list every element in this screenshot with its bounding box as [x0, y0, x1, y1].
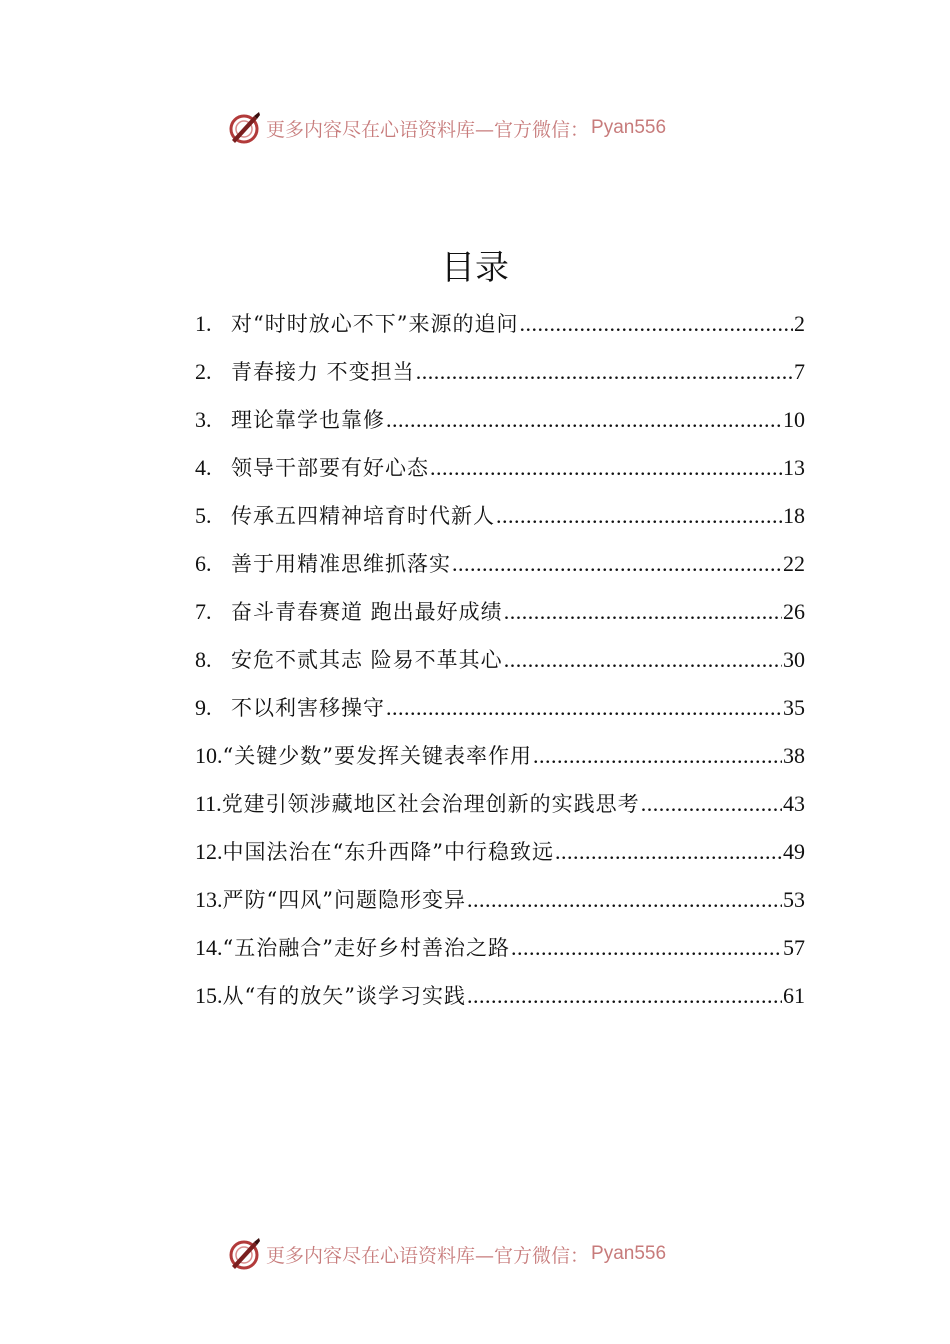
toc-page-number: 38	[783, 743, 805, 768]
watermark-text: 更多内容尽在心语资料库—官方微信：	[266, 118, 590, 141]
toc-dot-leader	[504, 636, 782, 684]
toc-title: 对“时时放心不下”来源的追问	[231, 312, 519, 336]
toc-dot-leader	[452, 540, 782, 588]
toc-dot-leader	[467, 876, 782, 924]
toc-dot-leader	[386, 684, 782, 732]
toc-entry-8[interactable]	[195, 636, 805, 684]
toc-page-number: 18	[783, 503, 805, 528]
toc-page-number: 10	[783, 407, 805, 432]
toc-title: 中国法治在“东升西降”中行稳致远	[222, 840, 554, 864]
toc-dot-leader	[641, 780, 782, 828]
toc-title: 党建引领涉藏地区社会治理创新的实践思考	[221, 792, 640, 816]
toc-number: 7.	[195, 599, 212, 624]
toc-dot-leader	[504, 588, 782, 636]
toc-dot-leader	[416, 348, 793, 396]
toc-title: 安危不贰其志 险易不革其心	[231, 648, 503, 672]
toc-entry-3[interactable]	[195, 396, 805, 444]
toc-entry-11[interactable]	[195, 780, 805, 828]
pen-circle-icon	[226, 110, 262, 146]
toc-dot-leader	[430, 444, 782, 492]
toc-number: 13.	[195, 887, 223, 912]
toc-number: 2.	[195, 359, 212, 384]
toc-title: 奋斗青春赛道 跑出最好成绩	[231, 600, 503, 624]
toc-title: 严防“四风”问题隐形变异	[222, 888, 466, 912]
toc-title: 领导干部要有好心态	[231, 456, 429, 480]
toc-title: 理论靠学也靠修	[231, 408, 385, 432]
toc-title: 不以利害移操守	[231, 696, 385, 720]
watermark-wechat-id: Pyan556	[591, 1243, 667, 1264]
watermark-banner-bottom	[226, 1236, 666, 1272]
toc-dot-leader	[496, 492, 782, 540]
toc-title: “五治融合”走好乡村善治之路	[222, 936, 510, 960]
toc-entry-4[interactable]	[195, 444, 805, 492]
toc-title: 善于用精准思维抓落实	[231, 552, 451, 576]
toc-entry-5[interactable]	[195, 492, 805, 540]
toc-number: 14.	[195, 935, 223, 960]
toc-page-number: 57	[783, 935, 805, 960]
toc-page-number: 22	[783, 551, 805, 576]
toc-number: 12.	[195, 839, 223, 864]
toc-number: 4.	[195, 455, 212, 480]
toc-entry-10[interactable]	[195, 732, 805, 780]
toc-page-number: 7	[794, 359, 805, 384]
toc-page-number: 49	[783, 839, 805, 864]
page-title: 目录	[441, 248, 509, 288]
toc-dot-leader	[519, 300, 793, 348]
toc-page-number: 61	[783, 983, 805, 1008]
toc-dot-leader	[386, 396, 782, 444]
pen-circle-icon	[226, 1236, 262, 1272]
toc-number: 11.	[195, 791, 222, 816]
toc-page-number: 30	[783, 647, 805, 672]
toc-page-number: 13	[783, 455, 805, 480]
toc-entry-2[interactable]	[195, 348, 805, 396]
toc-title: 从“有的放矢”谈学习实践	[222, 984, 466, 1008]
toc-page-number: 43	[783, 791, 805, 816]
toc-entry-1[interactable]	[195, 300, 805, 348]
toc-page-number: 53	[783, 887, 805, 912]
toc-number: 8.	[195, 647, 212, 672]
toc-number: 6.	[195, 551, 212, 576]
table-of-contents	[195, 300, 805, 1020]
toc-entry-6[interactable]	[195, 540, 805, 588]
toc-entry-12[interactable]	[195, 828, 805, 876]
toc-entry-13[interactable]	[195, 876, 805, 924]
watermark-banner-top	[226, 110, 666, 146]
toc-number: 10.	[195, 743, 223, 768]
toc-number: 15.	[195, 983, 223, 1008]
toc-number: 9.	[195, 695, 212, 720]
toc-number: 5.	[195, 503, 212, 528]
toc-entry-7[interactable]	[195, 588, 805, 636]
toc-dot-leader	[533, 732, 782, 780]
toc-dot-leader	[555, 828, 782, 876]
toc-title: 青春接力 不变担当	[231, 360, 415, 384]
watermark-text: 更多内容尽在心语资料库—官方微信：	[266, 1244, 590, 1267]
toc-page-number: 2	[794, 311, 805, 336]
toc-entry-14[interactable]	[195, 924, 805, 972]
toc-title: 传承五四精神培育时代新人	[231, 504, 495, 528]
toc-title: “关键少数”要发挥关键表率作用	[222, 744, 532, 768]
toc-page-number: 26	[783, 599, 805, 624]
toc-dot-leader	[467, 972, 782, 1020]
watermark-wechat-id: Pyan556	[591, 117, 667, 138]
toc-entry-15[interactable]	[195, 972, 805, 1020]
toc-entry-9[interactable]	[195, 684, 805, 732]
toc-number: 3.	[195, 407, 212, 432]
toc-page-number: 35	[783, 695, 805, 720]
toc-dot-leader	[511, 924, 782, 972]
toc-number: 1.	[195, 311, 212, 336]
